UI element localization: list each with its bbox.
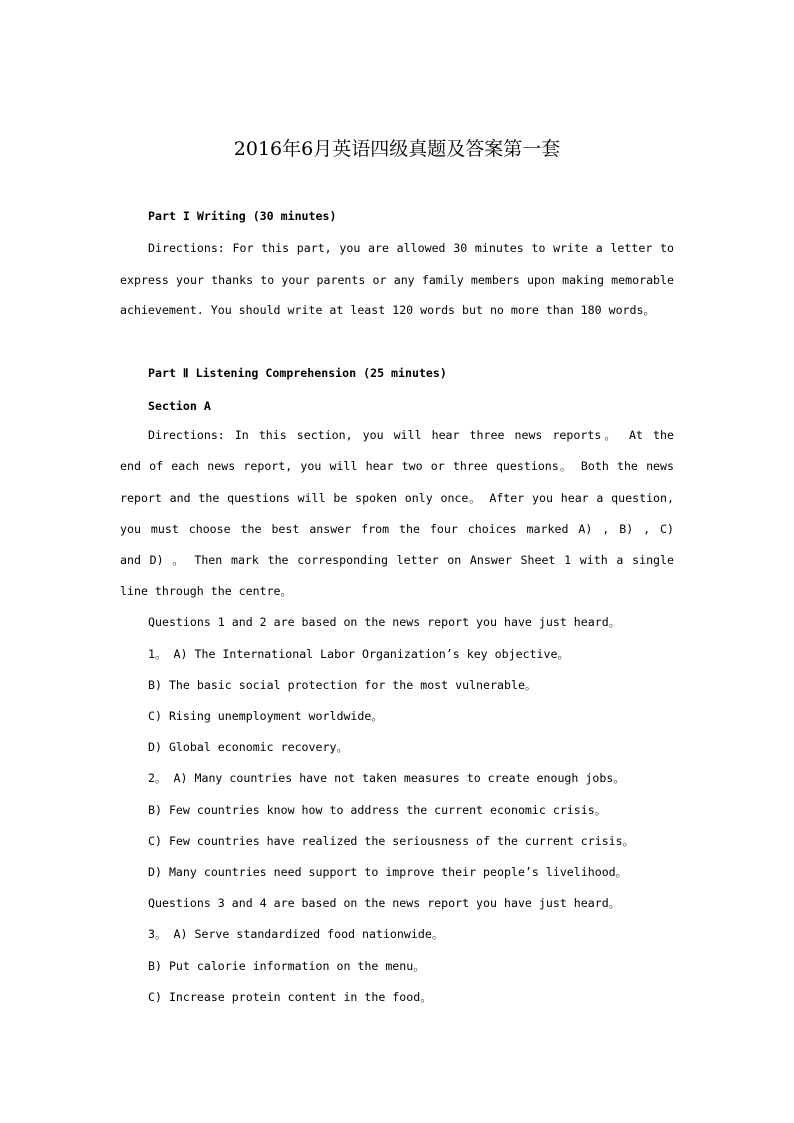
- question-option: 2。 A) Many countries have not taken measures to create enough jobs。: [148, 771, 625, 785]
- part1-directions-line: achievement. You should write at least 120 words but no more than 180 words。: [120, 303, 656, 317]
- question-option: D) Global economic recovery。: [148, 740, 349, 754]
- part2-directions-line: report and the questions will be spoken only once。 After you hear a question,: [120, 491, 674, 505]
- section-a-heading: Section A: [148, 399, 211, 413]
- question-option: C) Rising unemployment worldwide。: [148, 709, 383, 723]
- part2-directions-line: line through the centre。: [120, 584, 293, 598]
- question-option: B) Put calorie information on the menu。: [148, 959, 425, 973]
- part2-directions-line: you must choose the best answer from the four choices marked A) , B) , C): [120, 522, 674, 536]
- question-option: C) Increase protein content in the food。: [148, 990, 432, 1004]
- question-intro: Questions 1 and 2 are based on the news report you have just heard。: [148, 615, 621, 629]
- question-option: 3。 A) Serve standardized food nationwide。: [148, 927, 444, 941]
- part1-heading: Part I Writing (30 minutes): [148, 209, 337, 223]
- part1-directions-line: Directions: For this part, you are allowed 30 minutes to write a letter to: [148, 241, 674, 255]
- part1-directions-line: express your thanks to your parents or any family members upon making memorable: [120, 273, 674, 287]
- part2-directions-line: and D) 。 Then mark the corresponding letter on Answer Sheet 1 with a single: [120, 553, 674, 567]
- question-option: 1。 A) The International Labor Organization’s key objective。: [148, 647, 570, 661]
- document-title: 2016年6月英语四级真题及答案第一套: [233, 138, 561, 160]
- question-option: B) Few countries know how to address the current economic crisis。: [148, 803, 607, 817]
- part2-heading: Part Ⅱ Listening Comprehension (25 minutes): [148, 366, 447, 380]
- question-option: D) Many countries need support to improve their people’s livelihood。: [148, 865, 628, 879]
- part2-directions-line: end of each news report, you will hear two or three questions。 Both the news: [120, 459, 674, 473]
- question-intro: Questions 3 and 4 are based on the news report you have just heard。: [148, 896, 621, 910]
- part2-directions-line: Directions: In this section, you will hear three news reports。 At the: [148, 428, 674, 442]
- question-option: C) Few countries have realized the seriousness of the current crisis。: [148, 834, 635, 848]
- question-option: B) The basic social protection for the most vulnerable。: [148, 678, 537, 692]
